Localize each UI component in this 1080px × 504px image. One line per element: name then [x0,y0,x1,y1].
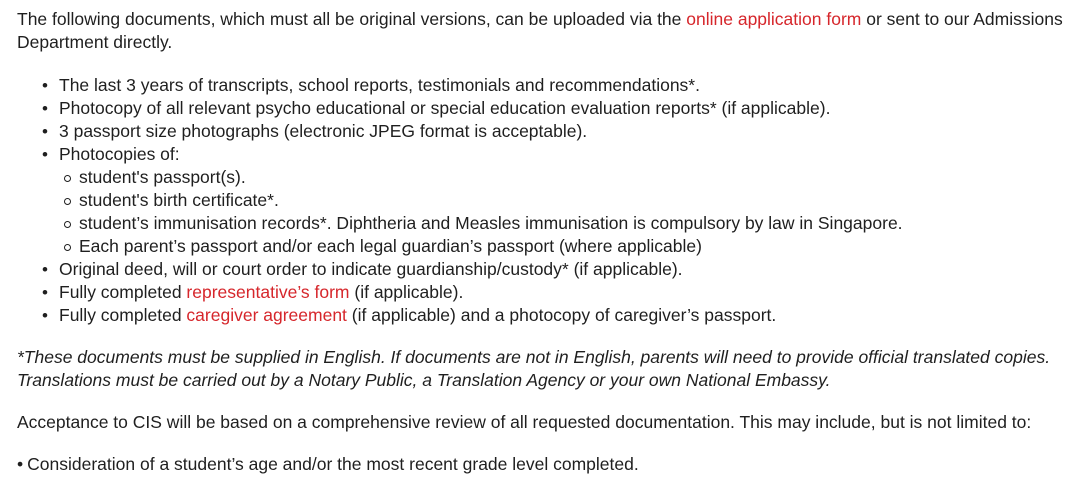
criteria-item-text: Consideration of a student’s age and/or the most recent grade level completed. [27,454,639,474]
list-item-guardianship: • Original deed, will or court order to indicate guardianship/custody* (if applicable). [59,258,1070,281]
list-item-transcripts: • The last 3 years of transcripts, school reports, testimonials and recommendations*. [59,74,1070,97]
caregiver-text-before: Fully completed [59,305,187,325]
photocopies-label: Photocopies of: [59,144,180,164]
online-application-form-link[interactable]: online application form [686,9,862,29]
criteria-item-age [17,453,1070,476]
representative-form-link[interactable]: representative’s form [186,282,350,302]
sublist-item-passport: student's passport(s). [79,166,1070,189]
intro-text-before: The following documents, which must all be original versions, can be uploaded via the [17,9,687,29]
list-item-caregiver-agreement [59,304,1070,327]
list-item-evaluation-reports: • Photocopy of all relevant psycho educational or special education evaluation reports* (if applicable). [59,97,1070,120]
criteria-bullet: • [17,454,24,474]
representative-text-before: Fully completed [59,282,187,302]
translation-note: *These documents must be supplied in English. If documents are not in English, parents will need to provide official translated copies. Translations must be carried out by a Notary Public, a Translation Agency or your own National Embassy. [17,347,1051,390]
representative-text-after: (if applicable). [349,282,464,302]
required-documents-list [17,74,1070,327]
sublist-item-immunisation: student’s immunisation records*. Diphtheria and Measles immunisation is compulsory by law in Singapore. [79,212,1070,235]
intro-text-after: or sent to our Admissions Department directly. [17,9,1063,52]
caregiver-agreement-link[interactable]: caregiver agreement [186,305,347,325]
caregiver-text-after: (if applicable) and a photocopy of caregiver’s passport. [346,305,777,325]
acceptance-paragraph: Acceptance to CIS will be based on a comprehensive review of all requested documentation. This may include, but is not limited to: [17,412,1032,432]
intro-paragraph [17,8,1070,54]
photocopies-sublist [59,166,1070,258]
sublist-item-guardian-passport: Each parent’s passport and/or each legal guardian’s passport (where applicable) [79,235,1070,258]
list-item-photographs: • 3 passport size photographs (electronic JPEG format is acceptable). [59,120,1070,143]
list-item-photocopies [59,143,1070,258]
sublist-item-birth-certificate: student's birth certificate*. [79,189,1070,212]
list-item-representative-form [59,281,1070,304]
